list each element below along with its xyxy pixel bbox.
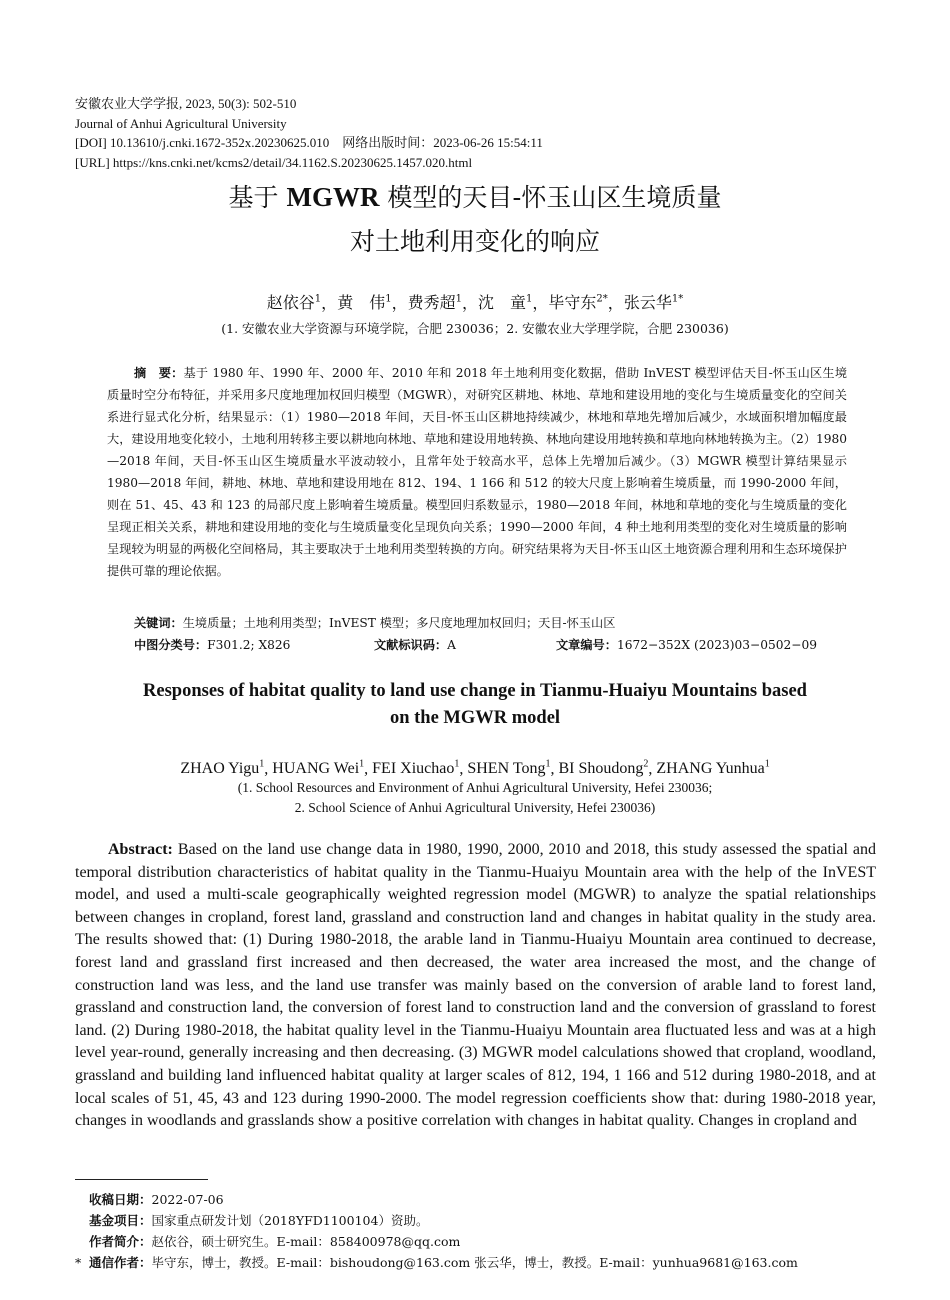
footnote-row — [75, 1231, 798, 1252]
doi: [DOI] 10.13610/j.cnki.1672-352x.20230625.010 — [75, 135, 330, 150]
abstract-cn-label: 摘 要： — [134, 366, 184, 380]
clc-number — [134, 635, 290, 655]
author-cn: 费秀超$^1$ — [407, 293, 462, 313]
title-cn-post: 模型的天目-怀玉山区生境质量 — [379, 183, 722, 212]
journal-header — [75, 94, 543, 172]
footnote-label: 作者简介： — [89, 1234, 152, 1249]
author-cn: 沈 童$^1$ — [478, 293, 533, 313]
author-cn-affil-mark: 1 — [314, 294, 322, 305]
affiliation-en-line1: (1. School Resources and Environment of Anhui Agricultural University, Hefei 230036; — [237, 780, 713, 795]
author-cn-affil-mark: 1 — [455, 294, 462, 305]
title-cn-line2: 对土地利用变化的响应 — [349, 227, 600, 256]
doi-line — [75, 133, 543, 153]
article-label: 文章编号： — [556, 638, 617, 652]
footnote-row — [75, 1252, 798, 1273]
title-en — [75, 678, 875, 732]
author-cn: 毕守东$^{2*}$ — [548, 293, 608, 313]
author-en-affil-mark: 1 — [545, 759, 551, 770]
footnote-value: 毕守东，博士，教授。E-mail：bishoudong@163.com 张云华，博士，教授。E-mail：yunhua9681@163.com — [151, 1255, 798, 1270]
footnote-label: 基金项目： — [89, 1213, 152, 1228]
title-en-line1: Responses of habitat quality to land use change in Tianmu-Huaiyu Mountains based — [143, 681, 807, 701]
authors-en: ZHAO Yigu$^1$, HUANG Wei$^1$, FEI Xiuchao$^1$, SHEN Tong$^1$, BI Shoudong$^2$, ZHANG Yunhua$^1$ — [180, 759, 770, 778]
affiliation-en-line2: 2. School Science of Anhui Agricultural University, Hefei 230036) — [294, 800, 656, 815]
author-cn-affil-mark: 2* — [596, 294, 608, 305]
author-cn: 黄 伟$^1$ — [337, 293, 392, 313]
journal-citation: 安徽农业大学学报, 2023, 50(3): 502-510 — [75, 96, 297, 111]
author-cn-affil-mark: 1 — [385, 294, 392, 305]
abstract-cn — [107, 362, 847, 582]
abstract-en — [75, 839, 876, 1133]
author-en: HUANG Wei$^1$ — [272, 759, 365, 778]
author-en-affil-mark: 1 — [454, 759, 460, 770]
author-cn: 张云华$^{1*}$ — [623, 293, 684, 313]
abstract-cn-text: 基于 1980 年、1990 年、2000 年、2010 年和 2018 年土地利用变化数据，借助 InVEST 模型评估天目-怀玉山区生境质量时空分布特征，并采用多尺度地理加权回归模型（MGWR），对研究区耕地、林地、草地和建设用地的变化与生境质量变化的空间关系进行显式化分析，结果显示：（1）1980—2018 年间，天目-怀玉山区耕地持续减少，林地和草地先增加后减少，水域面积增加幅度最大，建设用地变化较小，土地利用转移主要以耕地向林地、草地和建设用地转换、林地向建设用地转换和草地向林地转换为主。（2）1980—2018 年间，天目-怀玉山区生境质量水平波动较小，且常年处于较高水平，总体上先增加后减少。（3）MGWR 模型计算结果显示 1980—2018 年间，耕地、林地、草地和建设用地在 812、194、1 166 和 512 的较大尺度上影响着生境质量，而 1990-2000 年间，则在 51、45、43 和 123 的局部尺度上影响着生境质量。模型回归系数显示，1980—2018 年间，林地和草地的变化与生境质量的变化呈现正相关关系，耕地和建设用地的变化与生境质量变化呈现负向关系；1990—2000 年间，4 种土地利用类型的变化对生境质量的影响呈现较为明显的两极化空间格局，其主要取决于土地利用类型转换的方向。研究结果将为天目-怀玉山区土地资源合理利用和生态环境保护提供可靠的理论依据。 — [107, 366, 848, 578]
author-en-affil-mark: 1 — [359, 759, 365, 770]
author-en: FEI Xiuchao$^1$ — [372, 759, 460, 778]
footnote-value: 国家重点研发计划（2018YFD1100104）资助。 — [151, 1213, 429, 1228]
footnote-row — [75, 1210, 798, 1231]
article-number — [556, 635, 817, 655]
author-en-affil-mark: 1 — [259, 759, 265, 770]
author-cn: 赵依谷$^1$ — [266, 293, 322, 313]
doc-value: A — [447, 638, 456, 652]
footnote-label: 通信作者： — [89, 1255, 152, 1270]
title-en-line2: on the MGWR model — [389, 708, 561, 728]
author-en-affil-mark: 1 — [764, 759, 770, 770]
footnotes — [75, 1189, 798, 1273]
keywords-cn-label: 关键词： — [134, 616, 183, 630]
author-en-affil-mark: 2 — [643, 759, 649, 770]
footnote-value: 2022-07-06 — [151, 1192, 224, 1207]
title-cn-latin: MGWR — [286, 182, 380, 212]
author-cn-affil-mark: 1 — [526, 294, 533, 305]
abstract-en-label: Abstract: — [108, 841, 173, 858]
footnote-rule — [75, 1179, 208, 1180]
footnote-value: 赵依谷，硕士研究生。E-mail：858400978@qq.com — [151, 1234, 461, 1249]
author-en: ZHANG Yunhua$^1$ — [656, 759, 770, 778]
keywords-cn — [134, 613, 615, 633]
keywords-cn-text: 生境质量；土地利用类型；InVEST 模型；多尺度地理加权回归；天目-怀玉山区 — [182, 616, 616, 630]
journal-name: Journal of Anhui Agricultural University — [75, 115, 287, 131]
footnote-row — [75, 1189, 798, 1210]
abstract-en-text: Based on the land use change data in 1980, 1990, 2000, 2010 and 2018, this study assessed the spatial and temporal distribution characteristics of habitat quality in the Tianmu-Huaiyu Mountain area with the help of the InVEST model, and used a multi-scale geographically weighted regression model (MGWR) to analyze the spatial relationships between changes in cropland, forest land, grassland and construction land and changes in habitat quality in the study area. The results showed that: (1) During 1980-2018, the arable land in Tianmu-Huaiyu Mountain area continued to decrease, forest land and grassland first increased and then decreased, the water area increased the most, and the change of construction land was less, and the land use transfer was mainly based on the conversion of arable land to forest land, grassland and construction land, the conversion of forest land to construction land and the conversion of grassland to forest land. (2) During 1980-2018, the habitat quality level in the Tianmu-Huaiyu Mountain area fluctuated less and was at a high level year-round, generally increasing and then decreasing. (3) MGWR model calculations showed that cropland, woodland, grassland and building land influenced habitat quality at larger scales of 812, 194, 1 166 and 512 during 1980-2018, and at local scales of 51, 45, 43 and 123 during 1990-2000. The model regression coefficients show that: during 1980-2018 year, changes in woodlands and grasslands show a positive correlation with changes in habitat quality. Changes in cropland and — [75, 841, 876, 1130]
authors-cn: 赵依谷$^1$，黄 伟$^1$，费秀超$^1$，沈 童$^1$，毕守东$^{2*}$，张云华$^{1*}$ — [266, 293, 684, 313]
doc-label: 文献标识码： — [374, 638, 448, 652]
footnote-mark: * — [75, 1255, 82, 1270]
author-cn-affil-mark: 1* — [671, 294, 684, 305]
author-en: ZHAO Yigu$^1$ — [180, 759, 265, 778]
url-line: [URL] https://kns.cnki.net/kcms2/detail/34.1162.S.20230625.1457.020.html — [75, 154, 473, 170]
online-date: 网络出版时间：2023-06-26 15:54:11 — [342, 135, 543, 150]
author-en: BI Shoudong$^2$ — [558, 759, 649, 778]
clc-value: F301.2; X826 — [207, 638, 291, 652]
affiliation-cn: (1. 安徽农业大学资源与环境学院，合肥 230036；2. 安徽农业大学理学院，合肥 230036) — [221, 321, 729, 336]
clc-label: 中图分类号： — [134, 638, 208, 652]
article-value: 1672−352X (2023)03−0502−09 — [616, 638, 817, 652]
title-cn-line1 — [75, 178, 875, 217]
doc-code — [374, 635, 456, 655]
affiliation-en — [75, 778, 875, 818]
footnote-label: 收稿日期： — [89, 1192, 152, 1207]
title-cn-pre: 基于 — [228, 183, 287, 212]
author-en: SHEN Tong$^1$ — [467, 759, 551, 778]
